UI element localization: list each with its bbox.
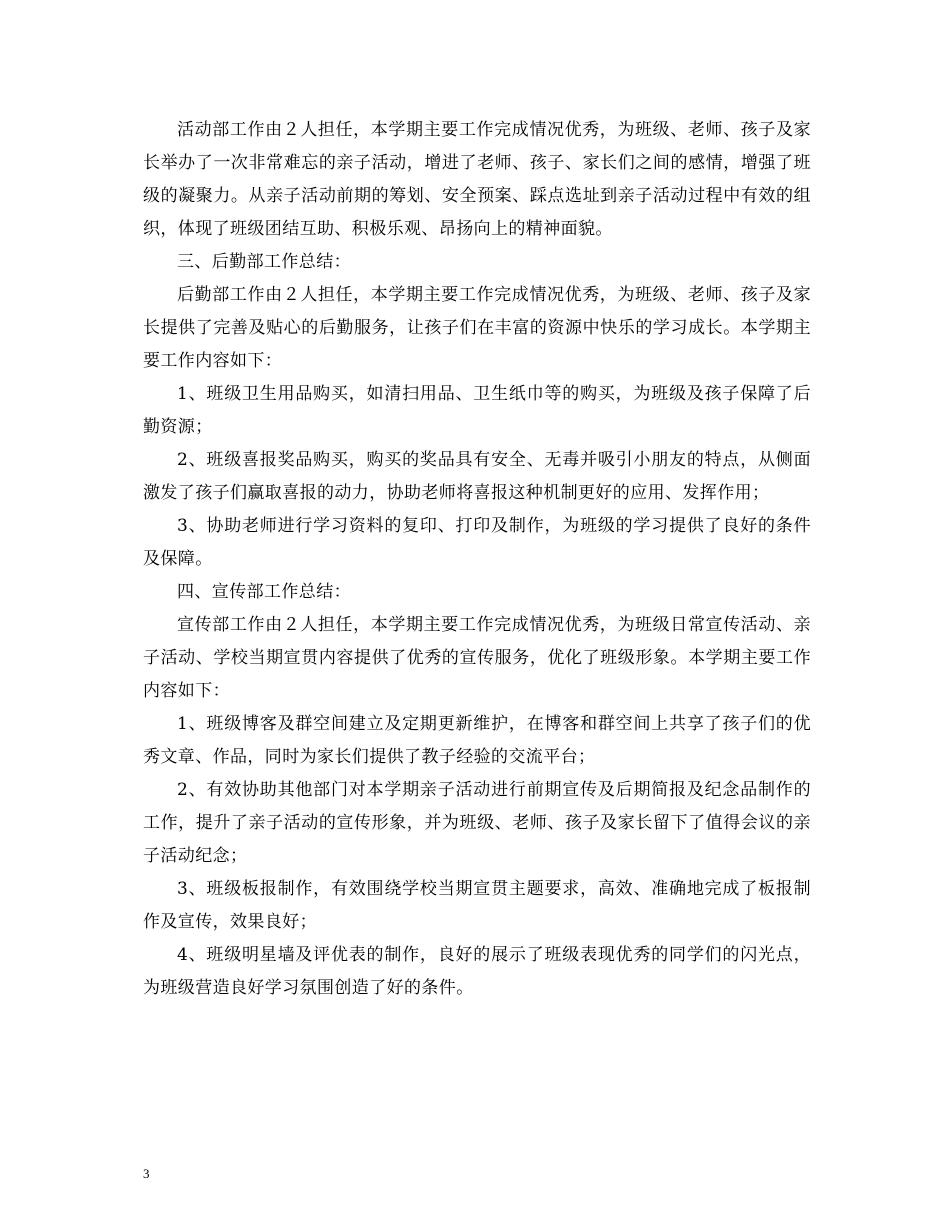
paragraph-publicity-item-2: 2、有效协助其他部门对本学期亲子活动进行前期宣传及后期简报及纪念品制作的工作，提升了亲子活动的宣传形象，并为班级、老师、孩子及家长留下了值得会议的亲子活动纪念； bbox=[143, 780, 811, 866]
paragraph-logistics-item-2: 2、班级喜报奖品购买，购买的奖品具有安全、无毒并吸引小朋友的特点，从侧面激发了孩子们赢取喜报的动力，协助老师将喜报这种机制更好的应用、发挥作用； bbox=[143, 450, 811, 503]
heading-logistics-summary: 三、后勤部工作总结： bbox=[177, 252, 351, 272]
paragraph-publicity-item-4: 4、班级明星墙及评优表的制作，良好的展示了班级表现优秀的同学们的闪光点，为班级营造良好学习氛围创造了好的条件。 bbox=[143, 945, 811, 998]
paragraph-activity-dept: 活动部工作由２人担任，本学期主要工作完成情况优秀，为班级、老师、孩子及家长举办了一次非常难忘的亲子活动，增进了老师、孩子、家长们之间的感情，增强了班级的凝聚力。从亲子活动前期的筹划、安全预案、踩点选址到亲子活动过程中有效的组织，体现了班级团结互助、积极乐观、昂扬向上的精神面貌。 bbox=[143, 120, 811, 239]
paragraph-publicity-item-3: 3、班级板报制作，有效围绕学校当期宣贯主题要求，高效、准确地完成了板报制作及宣传，效果良好； bbox=[143, 879, 811, 932]
paragraph-publicity-item-1: 1、班级博客及群空间建立及定期更新维护，在博客和群空间上共享了孩子们的优秀文章、作品，同时为家长们提供了教子经验的交流平台； bbox=[143, 714, 811, 767]
page-number: 3 bbox=[143, 1166, 150, 1181]
paragraph-publicity-intro: 宣传部工作由２人担任，本学期主要工作完成情况优秀，为班级日常宣传活动、亲子活动、学校当期宣贯内容提供了优秀的宣传服务，优化了班级形象。本学期主要工作内容如下： bbox=[143, 615, 811, 701]
paragraph-logistics-item-1: 1、班级卫生用品购买，如清扫用品、卫生纸巾等的购买，为班级及孩子保障了后勤资源； bbox=[143, 384, 811, 437]
paragraph-logistics-item-3: 3、协助老师进行学习资料的复印、打印及制作，为班级的学习提供了良好的条件及保障。 bbox=[143, 516, 811, 569]
document-body bbox=[143, 114, 811, 1005]
paragraph-logistics-intro: 后勤部工作由２人担任，本学期主要工作完成情况优秀，为班级、老师、孩子及家长提供了完善及贴心的后勤服务，让孩子们在丰富的资源中快乐的学习成长。本学期主要工作内容如下： bbox=[143, 285, 811, 371]
heading-publicity-summary: 四、宣传部工作总结： bbox=[177, 582, 351, 602]
